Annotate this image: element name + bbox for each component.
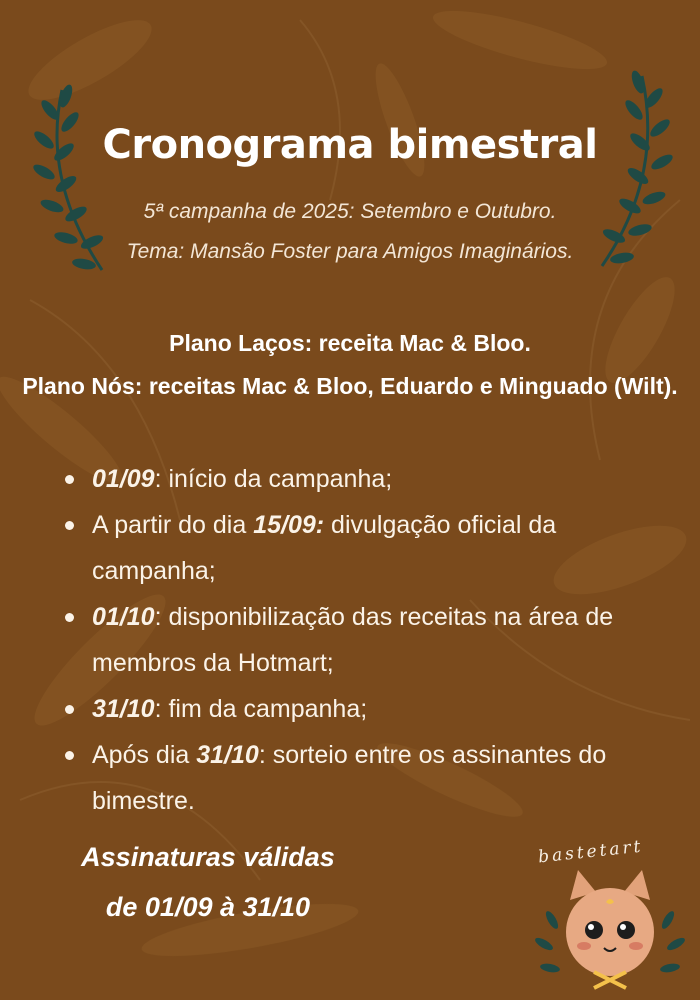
list-item — [62, 502, 682, 594]
item-prefix: Após dia — [92, 741, 197, 769]
validity-line-1: Assinaturas válidas — [81, 842, 335, 872]
list-item — [62, 456, 682, 502]
bullet-icon — [65, 475, 74, 484]
plan-lacos: Plano Laços: receita Mac & Bloo. — [169, 330, 531, 356]
plan-nos: Plano Nós: receitas Mac & Bloo, Eduardo e Minguado (Wilt). — [22, 373, 678, 399]
bullet-icon — [65, 751, 74, 760]
list-item — [62, 686, 682, 732]
signature: bastetart — [537, 836, 645, 868]
item-text: : início da campanha; — [154, 465, 393, 493]
list-item — [62, 732, 682, 824]
item-date: 01/10 — [92, 603, 155, 631]
validity-line-2: de 01/09 à 31/10 — [105, 892, 311, 922]
item-prefix: A partir do dia — [92, 511, 254, 539]
item-text: : fim da campanha; — [154, 695, 368, 723]
item-text: : sorteio entre os assinantes do bimestre. — [92, 741, 607, 815]
item-date: 01/09 — [92, 465, 155, 493]
bullet-icon — [65, 705, 74, 714]
schedule-list — [62, 456, 682, 824]
item-date: 15/09: — [253, 511, 325, 539]
list-item — [62, 594, 682, 686]
campaign-subtitle: 5ª campanha de 2025: Setembro e Outubro. — [143, 200, 557, 223]
bullet-icon — [65, 521, 74, 530]
cat-mascot-logo-icon — [530, 860, 690, 1000]
theme-subtitle: Tema: Mansão Foster para Amigos Imaginários. — [126, 240, 574, 263]
bullet-icon — [65, 613, 74, 622]
item-text: divulgação oficial da campanha; — [92, 511, 557, 585]
page-title: Cronograma bimestral — [102, 122, 598, 168]
item-date: 31/10 — [92, 695, 155, 723]
item-date: 31/10 — [196, 741, 259, 769]
item-text: : disponibilização das receitas na área de membros da Hotmart; — [92, 603, 614, 677]
